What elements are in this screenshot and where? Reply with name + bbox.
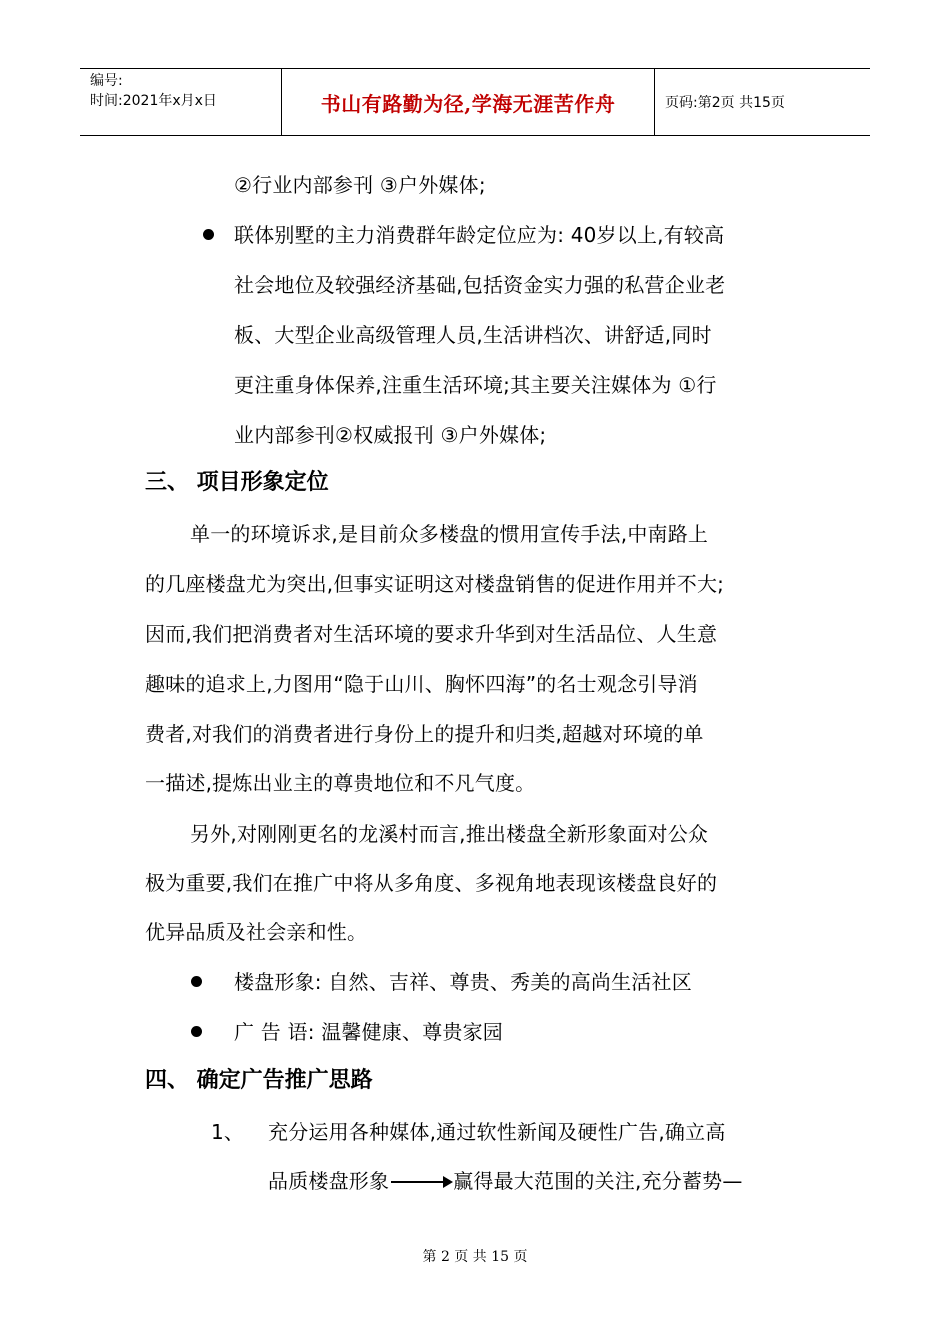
bullet-dot — [191, 976, 202, 987]
header-motto: 书山有路勤为径,学海无涯苦作舟 — [282, 69, 655, 135]
paragraph-line: 优异品质及社会亲和性。 — [145, 920, 368, 944]
building-image-bullet: 楼盘形象: 自然、吉祥、尊贵、秀美的高尚生活社区 — [234, 970, 692, 994]
arrow-right-icon — [389, 1167, 453, 1195]
bullet-dot — [203, 229, 214, 240]
media-list-continued: ②行业内部参刊 ③户外媒体; — [234, 173, 486, 197]
document-time-label: 时间:2021年x月x日 — [90, 93, 217, 109]
bullet1-line: 联体别墅的主力消费群年龄定位应为: 40岁以上,有较高 — [234, 223, 725, 247]
bullet1-line: 板、大型企业高级管理人员,生活讲档次、讲舒适,同时 — [234, 323, 712, 347]
list-item-line: 充分运用各种媒体,通过软性新闻及硬性广告,确立高 — [268, 1120, 726, 1144]
bullet1-line: 社会地位及较强经济基础,包括资金实力强的私营企业老 — [234, 273, 726, 297]
section-4-heading: 四、 确定广告推广思路 — [145, 1068, 373, 1093]
bullet1-line: 更注重身体保养,注重生活环境;其主要关注媒体为 ①行 — [234, 373, 717, 397]
paragraph-line: 一描述,提炼出业主的尊贵地位和不凡气度。 — [145, 771, 536, 795]
bullet-dot — [191, 1026, 202, 1037]
list-item-number: 1、 — [211, 1120, 245, 1144]
list-item-text: 品质楼盘形象 — [268, 1169, 390, 1193]
paragraph-line: 的几座楼盘尤为突出,但事实证明这对楼盘销售的促进作用并不大; — [145, 572, 725, 596]
paragraph-line: 另外,对刚刚更名的龙溪村而言,推出楼盘全新形象面对公众 — [190, 822, 709, 846]
header-page-info: 页码:第2页 共15页 — [665, 95, 785, 111]
paragraph-line: 费者,对我们的消费者进行身份上的提升和归类,超越对环境的单 — [145, 722, 704, 746]
header-meta — [80, 69, 282, 135]
paragraph-line: 单一的环境诉求,是目前众多楼盘的惯用宣传手法,中南路上 — [190, 522, 709, 546]
paragraph-line: 因而,我们把消费者对生活环境的要求升华到对生活品位、人生意 — [145, 622, 718, 646]
list-item-line — [268, 1167, 743, 1195]
document-number-label: 编号: — [90, 73, 123, 89]
paragraph-line: 趣味的追求上,力图用“隐于山川、胸怀四海”的名士观念引导消 — [145, 672, 698, 696]
slogan-bullet: 广 告 语: 温馨健康、尊贵家园 — [234, 1020, 504, 1044]
paragraph-line: 极为重要,我们在推广中将从多角度、多视角地表现该楼盘良好的 — [145, 871, 718, 895]
bullet1-line: 业内部参刊②权威报刊 ③户外媒体; — [234, 423, 547, 447]
section-3-heading: 三、 项目形象定位 — [145, 470, 329, 495]
page-header — [80, 68, 870, 136]
list-item-text: 赢得最大范围的关注,充分蓄势— — [453, 1169, 743, 1193]
page-footer: 第 2 页 共 15 页 — [422, 1249, 528, 1265]
